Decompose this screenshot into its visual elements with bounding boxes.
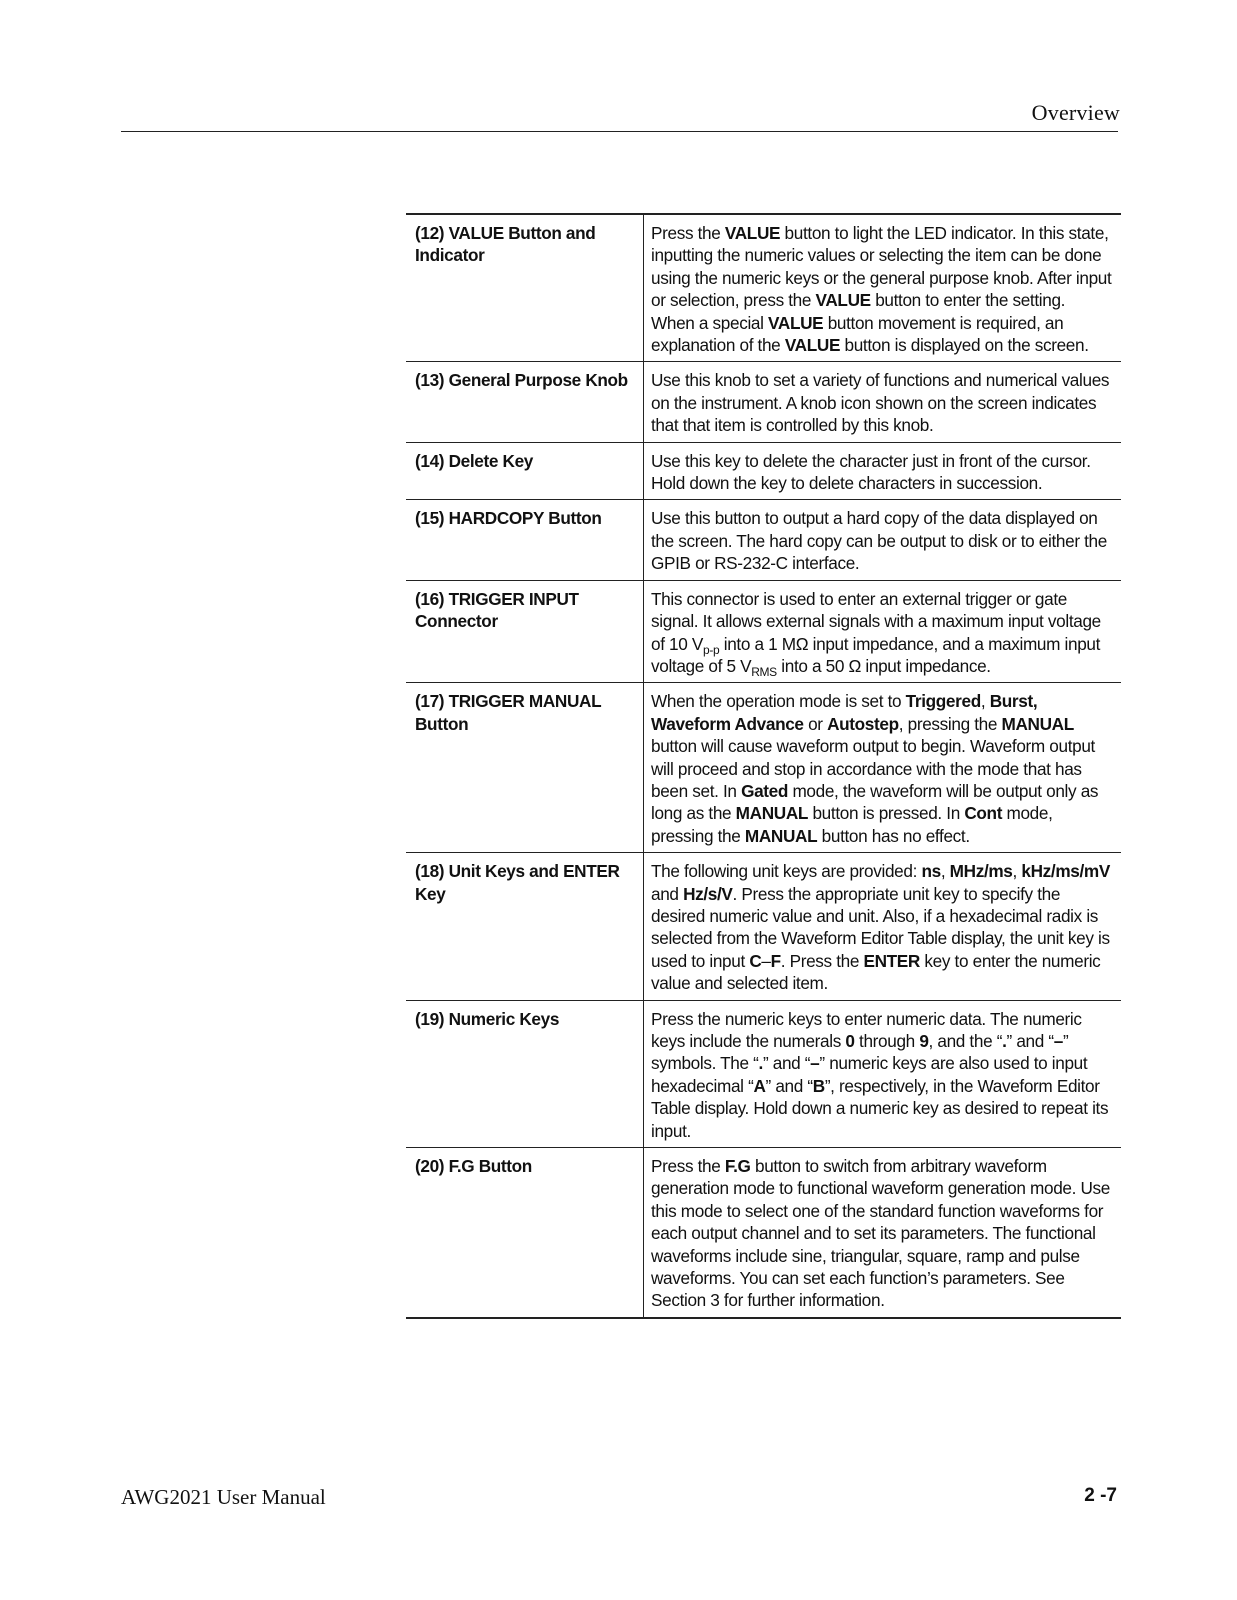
bold-term: Triggered [905, 691, 981, 712]
row-term: (18) Unit Keys and ENTER Key [406, 853, 644, 1000]
row-term: (12) VALUE Button and Indicator [406, 214, 644, 362]
bold-term: MANUAL [735, 803, 809, 824]
bold-term: VALUE [784, 335, 841, 356]
bold-term: 9 [919, 1031, 929, 1051]
description-text: button will cause waveform output to begin. Waveform output will proceed and stop in accordance with the mode that has been set. In [651, 736, 1095, 801]
footer-page-number: 2 -7 [1084, 1485, 1117, 1506]
description-text: , pressing the [898, 713, 1002, 734]
row-description [644, 853, 1122, 1000]
description-text: mode, the waveform will be output only as long as the [651, 780, 1099, 824]
description-text: into a 1 MΩ input impedance, and a maximum input voltage of 5 V [651, 633, 1101, 676]
bold-term: VALUE [768, 312, 824, 333]
bold-term: C [749, 950, 762, 971]
description-text: and [651, 883, 684, 904]
bold-term: . [1002, 1031, 1007, 1051]
bold-term: – [1053, 1031, 1063, 1051]
description-text: Use this key to delete the character just in front of the cursor. Hold down the key to delete characters in succession. [651, 450, 1091, 494]
table-row [406, 853, 1121, 1000]
bold-term: kHz/ms/mV [1021, 861, 1110, 882]
bold-term: MANUAL [1001, 713, 1074, 734]
header-rule [121, 131, 1118, 132]
description-text: When the operation mode is set to [651, 691, 906, 712]
bold-term: MHz/ms [949, 861, 1013, 882]
description-text: ” and “ [765, 1075, 813, 1096]
description-text: button is displayed on the screen. [840, 335, 1089, 356]
description-text: through [854, 1031, 920, 1051]
table-row [406, 500, 1121, 580]
table-row [406, 362, 1121, 442]
bold-term: ENTER [863, 950, 920, 971]
table-row [406, 442, 1121, 500]
description-text: ” and “ [1006, 1031, 1054, 1051]
description-text: . Press the [780, 950, 864, 971]
row-term: (19) Numeric Keys [406, 1000, 644, 1147]
bold-term: MANUAL [744, 825, 818, 846]
bold-term: . [758, 1053, 763, 1074]
bold-term: – [810, 1053, 820, 1074]
table-row [406, 683, 1121, 853]
bold-term: Autostep [827, 713, 899, 734]
row-term: (14) Delete Key [406, 442, 644, 500]
bold-term: ns [921, 861, 941, 882]
bold-term: VALUE [724, 223, 781, 243]
bold-term: F [770, 950, 781, 971]
bold-term: 0 [845, 1031, 855, 1051]
running-header-title: Overview [1031, 100, 1120, 125]
description-text: This connector is used to enter an external trigger or gate signal. It allows external signals with a maximum input voltage of 10 V [651, 588, 1101, 654]
subscript: p-p [703, 642, 720, 657]
table-row [406, 1148, 1121, 1318]
description-text: button movement is required, an explanation of the [651, 312, 1064, 356]
description-text: The following unit keys are provided: [651, 861, 922, 882]
description-text: button to light the LED indicator. In this state, inputting the numeric values or selecting the item can be done using the numeric keys or the general purpose knob. After input or selection, press the [651, 223, 1112, 311]
row-description [644, 362, 1122, 442]
description-text: ” and “ [762, 1053, 811, 1074]
description-text: into a 50 Ω input impedance. [776, 655, 991, 676]
description-text: button is pressed. In [808, 803, 965, 824]
row-description [644, 683, 1122, 853]
description-text: Use this button to output a hard copy of the data displayed on the screen. The hard copy can be output to disk or to either the GPIB or RS-232-C interface. [651, 508, 1107, 574]
description-text: , [1012, 861, 1022, 882]
row-term: (20) F.G Button [406, 1148, 644, 1318]
row-description [644, 1000, 1122, 1147]
row-description [644, 214, 1122, 362]
row-description [644, 500, 1122, 580]
description-text: Press the [651, 1156, 725, 1177]
row-description [644, 1148, 1122, 1318]
description-text: or [803, 713, 828, 734]
description-text: ” numeric keys are also used to input hexadecimal “ [651, 1053, 1088, 1096]
description-text: button to enter the setting. When a special [651, 290, 1066, 333]
description-text: , [980, 691, 990, 712]
bold-term: B [812, 1075, 825, 1096]
description-text: Use this knob to set a variety of functions and numerical values on the instrument. A knob icon shown on the screen indicates that that item is controlled by this knob. [651, 370, 1110, 436]
description-text: Press the numeric keys to enter numeric data. The numeric keys include the numerals [651, 1008, 1082, 1051]
table-row [406, 1000, 1121, 1147]
description-text: . Press the appropriate unit key to specify the desired numeric value and unit. Also, if a hexadecimal radix is selected from the Waveform Editor Table display, the unit key is used to input [651, 883, 1110, 971]
description-text: , [940, 861, 950, 882]
description-text: mode, pressing the [651, 803, 1053, 846]
row-description [644, 442, 1122, 500]
description-text: – [761, 950, 771, 971]
table-row [406, 214, 1121, 362]
footer-manual-title: AWG2021 User Manual [121, 1485, 326, 1509]
row-term: (16) TRIGGER INPUT Connector [406, 580, 644, 683]
description-text: button to switch from arbitrary waveform generation mode to functional waveform generation mode. Use this mode to select one of the standard function waveforms for each output channel and to set its parameters. The functional waveforms include sine, triangular, square, ramp and pulse waveforms. You can set each function’s parameters. See Section 3 for further information. [651, 1156, 1110, 1311]
bold-term: VALUE [815, 290, 871, 311]
description-text: button has no effect. [817, 825, 970, 846]
row-term: (17) TRIGGER MANUAL Button [406, 683, 644, 853]
description-text: ”, respectively, in the Waveform Editor Table display. Hold down a numeric key as desired to repeat its input. [651, 1075, 1109, 1141]
row-description [644, 580, 1122, 683]
bold-term: Burst, Waveform Advance [651, 691, 1038, 734]
description-text: ” symbols. The “ [651, 1031, 1069, 1074]
description-text: key to enter the numeric value and selected item. [651, 950, 1101, 994]
control-description-table [406, 213, 1121, 1319]
bold-term: Gated [741, 780, 789, 801]
table-row [406, 580, 1121, 683]
table-body [406, 214, 1121, 1318]
bold-term: Hz/s/V [683, 883, 733, 904]
bold-term: F.G [724, 1156, 751, 1177]
description-text: Press the [651, 223, 725, 243]
bold-term: A [753, 1075, 766, 1096]
description-text: , and the “ [928, 1031, 1003, 1051]
bold-term: Cont [964, 803, 1003, 824]
row-term: (15) HARDCOPY Button [406, 500, 644, 580]
subscript: RMS [751, 664, 777, 679]
row-term: (13) General Purpose Knob [406, 362, 644, 442]
